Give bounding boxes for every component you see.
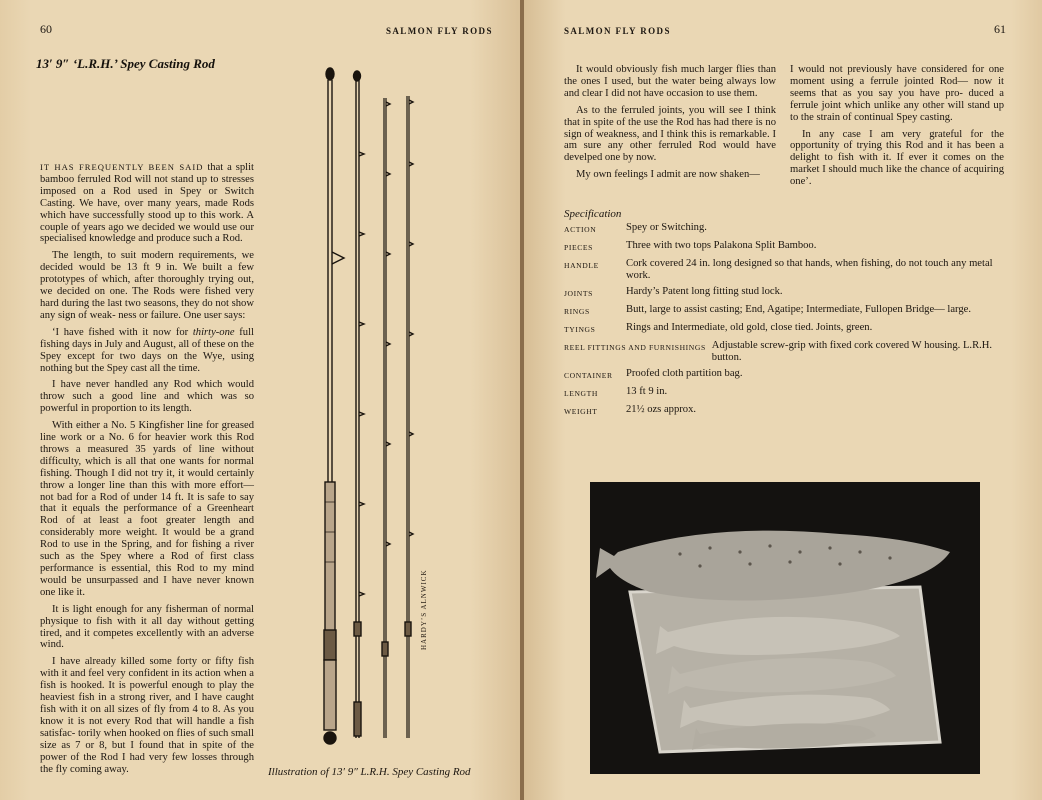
letter-paragraph-3: My own feelings I admit are now shaken—	[576, 169, 760, 181]
illustration-caption: Illustration of 13′ 9″ L.R.H. Spey Casting Rod	[268, 766, 471, 778]
paragraph-1: IT HAS FREQUENTLY BEEN SAID that a split bamboo ferruled Rod will not stand up to stresses imposed on a Rod used in Spey or Switch Casting. We have, over many years, made Rods which have successfully stood up to this work. A couple of years ago we decided we would use our specialised knowledge and produce such a Rod.	[40, 162, 254, 245]
lead-in: IT HAS FREQUENTLY BEEN SAID	[40, 162, 204, 172]
spec-row: RINGS Butt, large to assist casting; End, Agatipe; Intermediate, Fullopen Bridge— large.	[564, 304, 972, 316]
spec-row: TYINGS Rings and Intermediate, old gold, close tied. Joints, green.	[564, 322, 873, 334]
letter-paragraph-4: I would not previously have considered for one moment using a ferrule jointed Rod— now it seems that as you say you have pro- duced a ferrule joint which unlike any other will stand up to the strain of continual Spey casting.	[790, 64, 1004, 123]
right-running-head: SALMON FLY RODS	[564, 26, 671, 36]
paragraph-4: I have never handled any Rod which would throw such a good line and which was so powerful in proportion to its length.	[40, 379, 254, 415]
spec-heading: Specification	[564, 208, 622, 220]
fish-photograph	[590, 482, 980, 774]
left-running-head: SALMON FLY RODS	[386, 26, 493, 36]
paragraph-3: ‘I have fished with it now for thirty-one full fishing days in July and August, all of these on the Spey except for two days on the Wye, using nothing but the Spey cast all the time.	[40, 326, 254, 374]
butt-section	[324, 68, 344, 744]
letter-paragraph-5: In any case I am very grateful for the opportunity of trying this Rod and it has been a delight to fish with it. If ever it comes on the market I should much like the chance of acquiring one’.	[790, 128, 1004, 188]
middle-section	[354, 71, 365, 738]
spec-row: PIECES Three with two tops Palakona Split Bamboo.	[564, 240, 817, 252]
spec-table	[564, 222, 1014, 422]
left-page-number: 60	[40, 22, 52, 36]
right-column-2	[790, 64, 1004, 193]
rod-title: 13′ 9″ ‘L.R.H.’ Spey Casting Rod	[36, 56, 215, 71]
right-column-1	[564, 64, 776, 186]
paragraph-5: With either a No. 5 Kingfisher line for greased line work or a No. 6 for heavier work this Rod throws a measured 35 yards of line without difficulty, which is all that one wants for normal fishing. Though I did not try it, it would certainly throw a longer line than this with more effort—not bad for a Rod of under 14 ft. It is safe to say that it equals the performance of a Greenheart Rod of at least a foot greater length and considerably more weight. It would be a grand Rod to use in the Spring, and for fishing a river such as the Spey where a Rod of first class performance is essential, this Rod to my mind would be unsurpassed and I have never known one like it.	[40, 420, 254, 598]
rod-illustration	[300, 62, 430, 752]
spec-row: CONTAINER Proofed cloth partition bag.	[564, 368, 743, 380]
maker-mark: HARDY’S ALNWICK	[420, 569, 428, 650]
right-page	[524, 0, 1042, 800]
paragraph-7: I have already killed some forty or fifty fish with it and feel very confident in its action when a fish is hooked. It is powerful enough to play the heaviest fish in a strong river, and I have caught fish with it on all sizes of fly from 4 to 8. As you know it is not every Rod that will handle a fish satisfac- torily when hooked on flies of such small size as 7 or 8, but I found that in spite of the power of the Rod I had very few losses through the fly coming away.	[40, 656, 254, 775]
spec-row: REEL FITTINGS AND FURNISHINGS Adjustable screw-grip with fixed cork covered W housing. L.R.H. button.	[564, 340, 993, 363]
spec-row: ACTION Spey or Switching.	[564, 222, 707, 234]
paragraph-6: It is light enough for any fisherman of normal physique to fish with it all day without getting tired, and it competes excellently with an adverse wind.	[40, 603, 254, 651]
top-section-2	[405, 96, 413, 738]
right-page-number: 61	[994, 22, 1006, 36]
letter-paragraph-2: As to the ferruled joints, you will see I think that in spite of the use the Rod has had there is no sign of weakness, and I think this is remarkable. I am sure any other ferruled Rod would have develped one by now.	[564, 104, 776, 164]
spec-row: HANDLE Cork covered 24 in. long designed so that hands, when fishing, do not touch any metal work.	[564, 258, 993, 281]
top-section-1	[382, 98, 390, 738]
letter-paragraph-1: It would obviously fish much larger flies than the ones I used, but the water being always low and clear I did not have occasion to use them.	[564, 64, 776, 99]
spec-row: LENGTH 13 ft 9 in.	[564, 386, 668, 398]
fish-photo-drawing	[590, 482, 980, 774]
spec-row: JOINTS Hardy’s Patent long fitting stud lock.	[564, 286, 783, 298]
left-body-text	[40, 162, 254, 780]
spec-row: WEIGHT 21½ ozs approx.	[564, 404, 697, 416]
paragraph-2: The length, to suit modern requirements, we decided would be 13 ft 9 in. We built a few prototypes of which, after thoroughly trying out, we decided on one. The Rods were fished very hard during the last two seasons, they do not show any sign of weak- ness or failure. One user says:	[40, 250, 254, 321]
